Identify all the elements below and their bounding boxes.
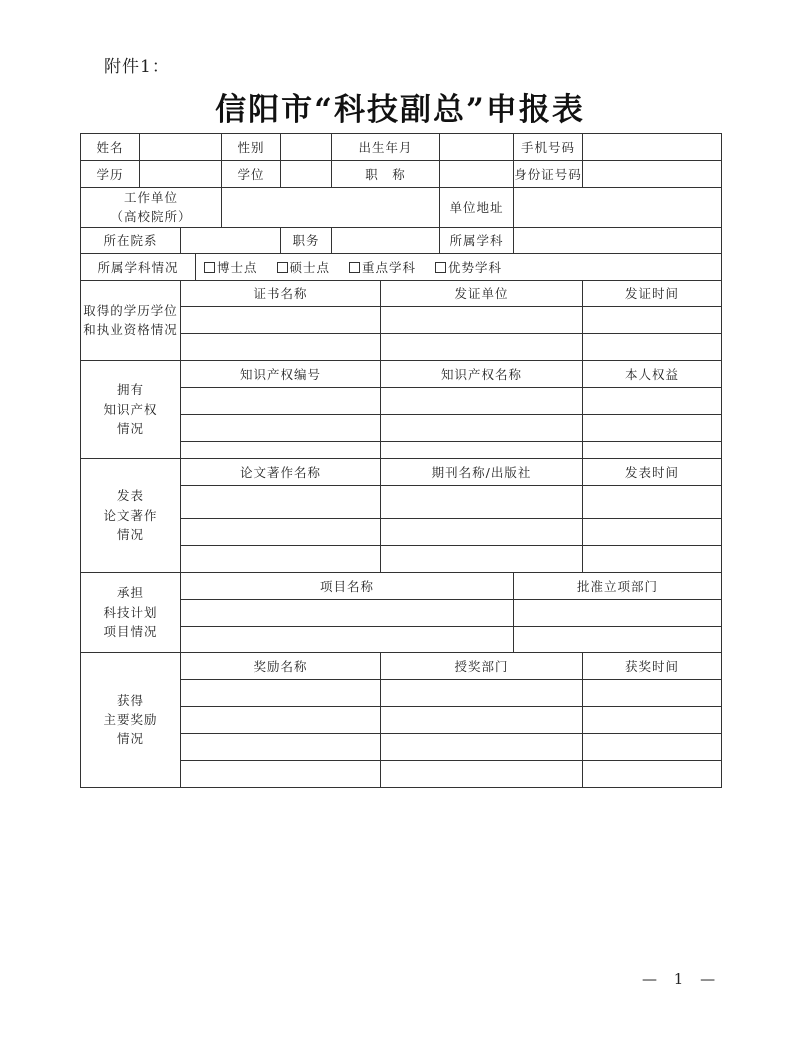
ip-cell[interactable]: [381, 387, 583, 414]
paper-cell[interactable]: [583, 545, 722, 572]
awards-label: 获得 主要奖励 情况: [81, 652, 181, 787]
work-unit-field[interactable]: [222, 188, 440, 228]
name-label: 姓名: [81, 134, 140, 161]
paper-cell[interactable]: [381, 485, 583, 518]
degree-label: 学位: [222, 161, 281, 188]
paper-cell[interactable]: [381, 518, 583, 545]
application-form: [80, 133, 721, 788]
position-field[interactable]: [332, 227, 440, 253]
project-cell[interactable]: [181, 626, 514, 652]
name-field[interactable]: [140, 134, 222, 161]
award-cell[interactable]: [381, 760, 583, 787]
discipline-status-label: 所属学科情况: [81, 253, 196, 280]
gender-label: 性别: [222, 134, 281, 161]
ip-label: 拥有 知识产权 情况: [81, 360, 181, 458]
discipline-label: 所属学科: [440, 227, 514, 253]
title-field[interactable]: [440, 161, 514, 188]
qual-cell[interactable]: [181, 333, 381, 360]
award-cell[interactable]: [583, 760, 722, 787]
qual-header-issuer: 发证单位: [381, 280, 583, 306]
qual-header-cert-name: 证书名称: [181, 280, 381, 306]
page-title: 信阳市“科技副总”申报表: [215, 92, 585, 128]
ip-header-rights: 本人权益: [583, 360, 722, 387]
award-cell[interactable]: [583, 733, 722, 760]
qual-header-issue-date: 发证时间: [583, 280, 722, 306]
work-unit-label: 工作单位 （高校院所）: [81, 188, 222, 228]
papers-header-journal: 期刊名称/出版社: [381, 458, 583, 485]
projects-label: 承担 科技计划 项目情况: [81, 572, 181, 652]
paper-cell[interactable]: [381, 545, 583, 572]
education-field[interactable]: [140, 161, 222, 188]
ip-cell[interactable]: [583, 387, 722, 414]
award-cell[interactable]: [181, 679, 381, 706]
birth-label: 出生年月: [332, 134, 440, 161]
awards-header-issuer: 授奖部门: [381, 652, 583, 679]
ip-cell[interactable]: [181, 387, 381, 414]
ip-cell[interactable]: [583, 414, 722, 441]
application-table: [80, 133, 722, 788]
project-cell[interactable]: [181, 599, 514, 626]
award-cell[interactable]: [381, 733, 583, 760]
projects-header-name: 项目名称: [181, 572, 514, 599]
phone-label: 手机号码: [514, 134, 583, 161]
awards-header-date: 获奖时间: [583, 652, 722, 679]
option-advantage-discipline[interactable]: 优势学科: [435, 260, 502, 275]
attachment-label: 附件1：: [104, 57, 170, 77]
page-number: — 1 —: [642, 970, 722, 988]
degree-field[interactable]: [281, 161, 332, 188]
option-key-discipline[interactable]: 重点学科: [349, 260, 416, 275]
phone-field[interactable]: [583, 134, 722, 161]
paper-cell[interactable]: [181, 518, 381, 545]
discipline-status-options: [196, 253, 722, 280]
award-cell[interactable]: [583, 706, 722, 733]
birth-field[interactable]: [440, 134, 514, 161]
department-field[interactable]: [181, 227, 281, 253]
award-cell[interactable]: [181, 706, 381, 733]
title-label: 职 称: [332, 161, 440, 188]
qual-cell[interactable]: [583, 333, 722, 360]
checkbox-icon[interactable]: [435, 262, 446, 273]
award-cell[interactable]: [381, 706, 583, 733]
ip-cell[interactable]: [181, 414, 381, 441]
education-label: 学历: [81, 161, 140, 188]
papers-header-date: 发表时间: [583, 458, 722, 485]
ip-cell[interactable]: [381, 441, 583, 458]
papers-label: 发表 论文著作 情况: [81, 458, 181, 572]
discipline-field[interactable]: [514, 227, 722, 253]
ip-cell[interactable]: [583, 441, 722, 458]
project-cell[interactable]: [514, 599, 722, 626]
paper-cell[interactable]: [583, 485, 722, 518]
paper-cell[interactable]: [583, 518, 722, 545]
department-label: 所在院系: [81, 227, 181, 253]
qual-cell[interactable]: [583, 306, 722, 333]
position-label: 职务: [281, 227, 332, 253]
qual-cell[interactable]: [381, 333, 583, 360]
qual-cell[interactable]: [381, 306, 583, 333]
option-doctoral[interactable]: 博士点: [204, 260, 258, 275]
award-cell[interactable]: [181, 760, 381, 787]
award-cell[interactable]: [181, 733, 381, 760]
option-masters[interactable]: 硕士点: [277, 260, 331, 275]
checkbox-icon[interactable]: [204, 262, 215, 273]
checkbox-icon[interactable]: [277, 262, 288, 273]
paper-cell[interactable]: [181, 485, 381, 518]
checkbox-icon[interactable]: [349, 262, 360, 273]
qualifications-label: 取得的学历学位和执业资格情况: [81, 280, 181, 360]
award-cell[interactable]: [381, 679, 583, 706]
papers-header-title: 论文著作名称: [181, 458, 381, 485]
awards-header-name: 奖励名称: [181, 652, 381, 679]
ip-cell[interactable]: [181, 441, 381, 458]
ip-header-number: 知识产权编号: [181, 360, 381, 387]
gender-field[interactable]: [281, 134, 332, 161]
paper-cell[interactable]: [181, 545, 381, 572]
id-number-field[interactable]: [583, 161, 722, 188]
ip-cell[interactable]: [381, 414, 583, 441]
award-cell[interactable]: [583, 679, 722, 706]
qual-cell[interactable]: [181, 306, 381, 333]
ip-header-name: 知识产权名称: [381, 360, 583, 387]
unit-address-label: 单位地址: [440, 188, 514, 228]
unit-address-field[interactable]: [514, 188, 722, 228]
projects-header-approver: 批准立项部门: [514, 572, 722, 599]
id-number-label: 身份证号码: [514, 161, 583, 188]
project-cell[interactable]: [514, 626, 722, 652]
